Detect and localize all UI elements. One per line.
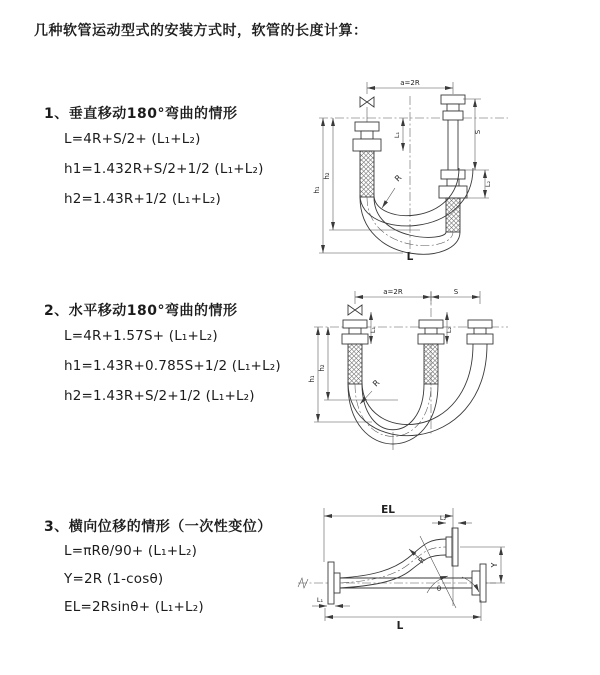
radius-label: R bbox=[371, 378, 382, 389]
dim-label-h1: h₁ bbox=[308, 375, 316, 383]
dim-label-l: L bbox=[396, 620, 404, 632]
radius-leader bbox=[382, 188, 395, 208]
valve-icon bbox=[360, 97, 374, 107]
section-3-formula-Y: Y=2R (1-cosθ) bbox=[64, 571, 164, 587]
section-1-heading: 1、垂直移动180°弯曲的情形 bbox=[44, 106, 238, 122]
dim-label-a2r: a=2R bbox=[383, 288, 403, 296]
dim-label-s: S bbox=[474, 129, 482, 135]
braided-hose-section bbox=[424, 344, 438, 384]
dim-label-y: Y bbox=[490, 562, 499, 568]
section-3-heading: 3、横向位移的情形（一次性变位） bbox=[44, 519, 272, 535]
braided-hose-section bbox=[360, 151, 374, 197]
page-title: 几种软管运动型式的安装方式时，软管的长度计算： bbox=[34, 23, 368, 39]
hose-centerline bbox=[355, 384, 431, 437]
flange bbox=[328, 562, 334, 604]
radius-label: R bbox=[416, 555, 428, 566]
dim-label-el: EL bbox=[381, 504, 395, 516]
dim-label-l1: L₁ bbox=[393, 131, 401, 139]
section-1-formula-h1: h1=1.432R+S/2+1/2 (L₁+L₂) bbox=[64, 161, 264, 177]
dim-label-h2: h₂ bbox=[318, 364, 326, 372]
section-2-heading: 2、水平移动180°弯曲的情形 bbox=[44, 303, 238, 319]
dim-label-a2r: a=2R bbox=[400, 79, 420, 87]
pipe-break-mark bbox=[298, 578, 308, 588]
radius-label: R bbox=[393, 173, 404, 184]
dim-label-s: S bbox=[453, 288, 459, 296]
section-2-formula-h1: h1=1.43R+0.785S+1/2 (L₁+L₂) bbox=[64, 358, 281, 374]
angle-label: θ bbox=[436, 585, 442, 593]
dim-label-l1: L₁ bbox=[369, 326, 377, 334]
diagram-vertical-180-bend bbox=[303, 70, 593, 262]
dim-label-h1: h₁ bbox=[313, 186, 321, 194]
dim-label-h2: h₂ bbox=[323, 172, 331, 180]
dim-label-l2: L₂ bbox=[484, 180, 492, 188]
dim-label-l2: L₂ bbox=[445, 326, 453, 334]
diagram-horizontal-180-bend bbox=[300, 284, 598, 456]
section-1-formula-L: L=4R+S/2+ (L₁+L₂) bbox=[64, 131, 201, 147]
length-label: L bbox=[406, 251, 414, 263]
section-2-formula-h2: h2=1.43R+S/2+1/2 (L₁+L₂) bbox=[64, 388, 255, 404]
dim-label-l1: L₁ bbox=[316, 596, 324, 604]
section-1-formula-h2: h2=1.43R+1/2 (L₁+L₂) bbox=[64, 191, 221, 207]
hose-wall bbox=[340, 539, 446, 578]
section-3-formula-EL: EL=2Rsinθ+ (L₁+L₂) bbox=[64, 599, 204, 615]
flange bbox=[480, 564, 486, 602]
section-3-formula-L: L=πRθ/90+ (L₁+L₂) bbox=[64, 543, 198, 559]
diagram-lateral-displacement bbox=[296, 496, 600, 648]
braided-hose-section bbox=[348, 344, 362, 384]
section-2-formula-L: L=4R+1.57S+ (L₁+L₂) bbox=[64, 328, 218, 344]
dim-label-l2: L₂ bbox=[439, 514, 447, 522]
valve-icon bbox=[348, 305, 362, 315]
